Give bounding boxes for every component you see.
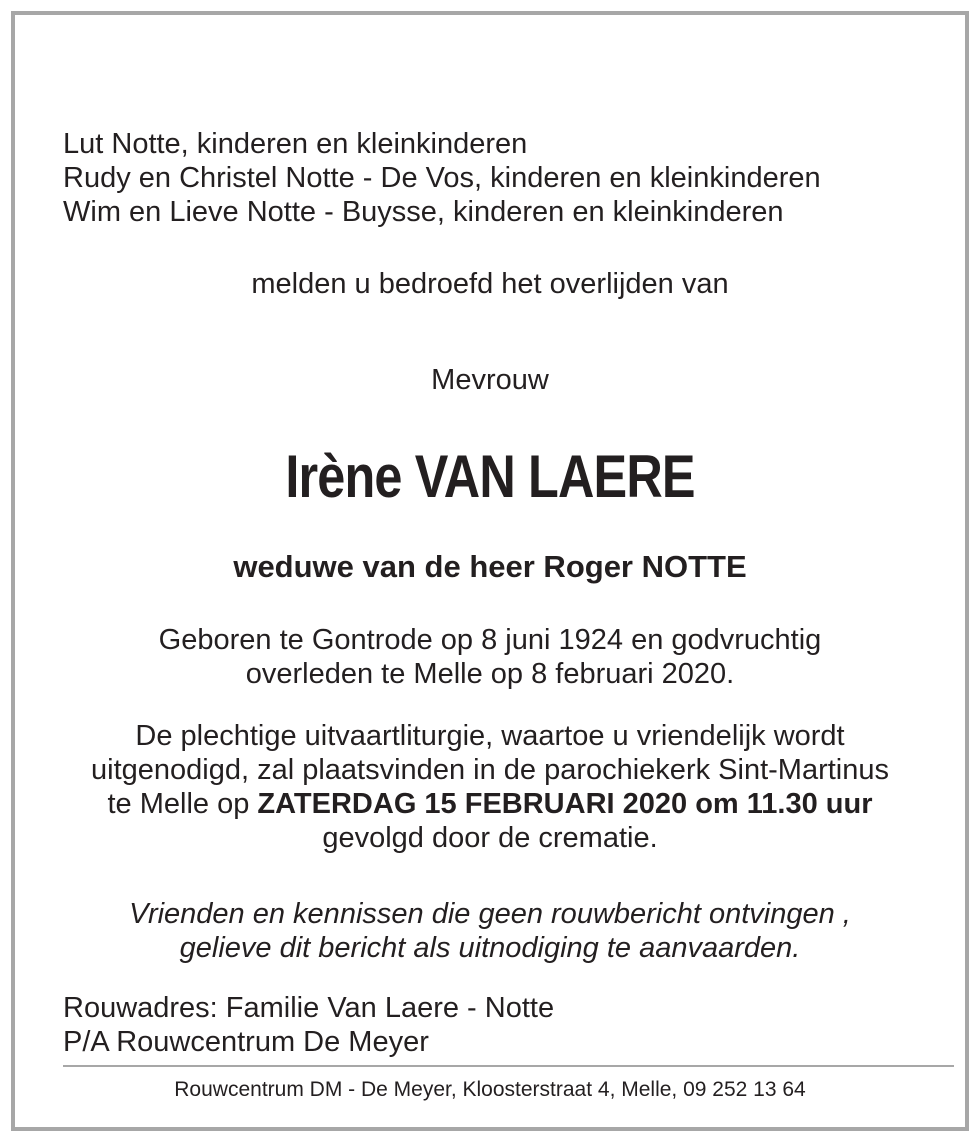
birth-death-line: Geboren te Gontrode op 8 juni 1924 en godvruchtig (158, 624, 822, 656)
address-line: P/A Rouwcentrum De Meyer (63, 1026, 429, 1058)
invitation-note: Vrienden en kennissen die geen rouwbericht ontvingen , (129, 898, 851, 930)
address-line: Rouwadres: Familie Van Laere - Notte (63, 992, 555, 1024)
funeral-date: ZATERDAG 15 FEBRUARI 2020 om 11.30 uur (257, 788, 873, 820)
funeral-date-line (15, 787, 965, 821)
announcer-line: Lut Notte, kinderen en kleinkinderen (63, 128, 528, 160)
birth-death-line: overleden te Melle op 8 februari 2020. (245, 658, 735, 690)
footer-contact: Rouwcentrum DM - De Meyer, Kloosterstraat 4, Melle, 09 252 13 64 (174, 1078, 806, 1101)
salutation: Mevrouw (431, 364, 549, 396)
funeral-line: uitgenodigd, zal plaatsvinden in de parochiekerk Sint-Martinus (91, 754, 889, 786)
announcer-line: Rudy en Christel Notte - De Vos, kinderen en kleinkinderen (63, 162, 821, 194)
relation-line: weduwe van de heer Roger NOTTE (233, 549, 747, 584)
funeral-line: De plechtige uitvaartliturgie, waartoe u vriendelijk wordt (135, 720, 845, 752)
divider (63, 1065, 954, 1067)
intro-text: melden u bedroefd het overlijden van (251, 268, 729, 300)
obituary-card (11, 11, 969, 1131)
funeral-line-prefix: te Melle op (107, 788, 258, 820)
invitation-note: gelieve dit bericht als uitnodiging te aanvaarden. (179, 932, 801, 964)
announcer-line: Wim en Lieve Notte - Buysse, kinderen en kleinkinderen (63, 196, 784, 228)
deceased-name: Irène VAN LAERE (285, 443, 695, 510)
funeral-line: gevolgd door de crematie. (322, 822, 658, 854)
